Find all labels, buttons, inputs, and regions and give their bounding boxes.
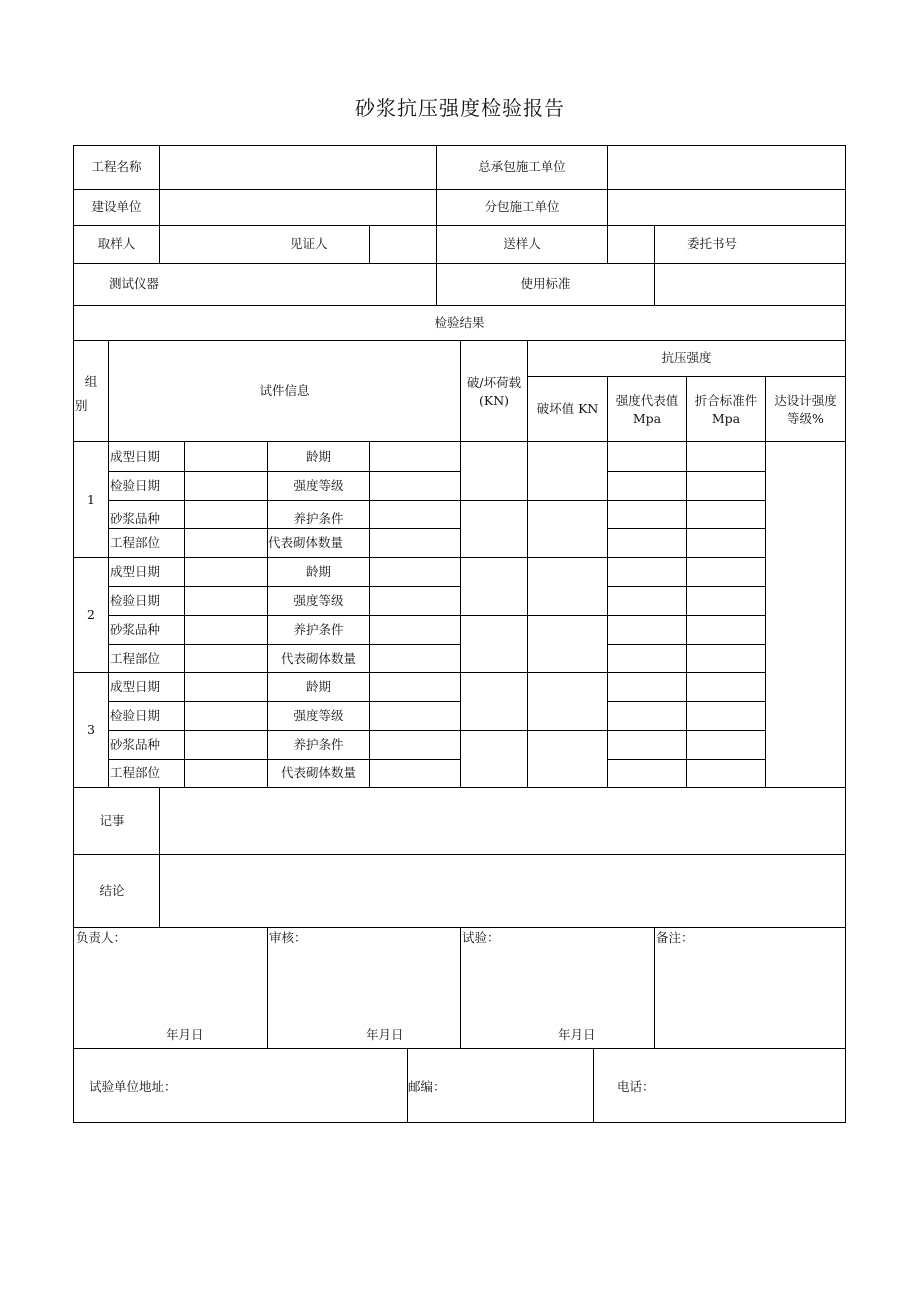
design-pct-label-2: 等级% (787, 411, 824, 426)
grade-label: 强度等级 (293, 478, 344, 493)
converted-label-1: 折合标准件 (694, 393, 758, 408)
conclusion-label: 结论 (99, 883, 125, 898)
test-date-label: 检验日期 (110, 708, 161, 723)
rep-value-label-1: 强度代表值 (615, 393, 679, 408)
project-name-label: 工程名称 (91, 159, 142, 174)
commission-no-label: 委托书号 (687, 236, 738, 251)
age-label: 龄期 (305, 564, 331, 579)
record-label: 记事 (99, 813, 125, 828)
curing-label: 养护条件 (293, 622, 344, 637)
group-label-2: 别 (75, 398, 88, 413)
molding-date-label: 成型日期 (110, 564, 161, 579)
location-label: 工程部位 (110, 535, 161, 550)
age-label: 龄期 (305, 679, 331, 694)
load-label-1: 破/坏荷载 (466, 375, 522, 390)
remarks-label: 备注： (656, 930, 694, 945)
construction-unit-label: 建设单位 (91, 199, 142, 214)
sender-label: 送样人 (503, 236, 541, 251)
masonry-qty-label: 代表砌体数量 (280, 765, 356, 780)
grade-label: 强度等级 (293, 708, 344, 723)
phone-label: 电话： (617, 1079, 655, 1094)
group-number: 1 (87, 492, 95, 507)
strength-label: 抗压强度 (661, 350, 712, 365)
subcontractor-label: 分包施工单位 (484, 199, 560, 214)
mortar-type-label: 砂浆品种 (110, 622, 161, 637)
responsible-date: 年月日 (166, 1027, 204, 1042)
location-label: 工程部位 (110, 765, 161, 780)
mortar-type-label: 砂浆品种 (110, 511, 161, 526)
mortar-type-label: 砂浆品种 (110, 737, 161, 752)
results-section-label: 检验结果 (434, 315, 485, 330)
postcode-label: 邮编： (408, 1079, 446, 1094)
report-title: 砂浆抗压强度检验报告 (355, 96, 565, 120)
tester-date: 年月日 (558, 1027, 596, 1042)
reviewer-date: 年月日 (366, 1027, 404, 1042)
group-number: 3 (87, 722, 95, 737)
grade-label: 强度等级 (293, 593, 344, 608)
masonry-qty-label: 代表砌体数量 (280, 651, 356, 666)
load-label-2: (KN) (478, 393, 510, 408)
location-label: 工程部位 (110, 651, 161, 666)
curing-label: 养护条件 (293, 737, 344, 752)
instrument-label: 测试仪器 (108, 276, 159, 291)
standard-label: 使用标准 (520, 276, 571, 291)
group-label-1: 组 (84, 374, 98, 389)
test-date-label: 检验日期 (110, 593, 161, 608)
specimen-info-label: 试件信息 (259, 383, 310, 398)
curing-label: 养护条件 (293, 511, 344, 526)
group-number: 2 (87, 607, 95, 622)
rep-value-label-2: Mpa (632, 411, 662, 426)
sampler-label: 取样人 (97, 236, 136, 251)
failure-value-label: 破坏值 KN (536, 401, 599, 416)
masonry-qty-label: 代表砌体数量 (268, 535, 344, 550)
tester-label: 试验： (462, 930, 500, 945)
witness-label: 见证人 (290, 236, 328, 251)
age-label: 龄期 (305, 449, 331, 464)
responsible-label: 负责人： (76, 930, 127, 945)
reviewer-label: 审核： (269, 930, 307, 945)
general-contractor-label: 总承包施工单位 (478, 159, 566, 174)
test-date-label: 检验日期 (110, 478, 161, 493)
molding-date-label: 成型日期 (110, 449, 161, 464)
address-label: 试验单位地址： (89, 1079, 177, 1094)
molding-date-label: 成型日期 (110, 679, 161, 694)
converted-label-2: Mpa (711, 411, 741, 426)
design-pct-label-1: 达设计强度 (774, 393, 837, 408)
